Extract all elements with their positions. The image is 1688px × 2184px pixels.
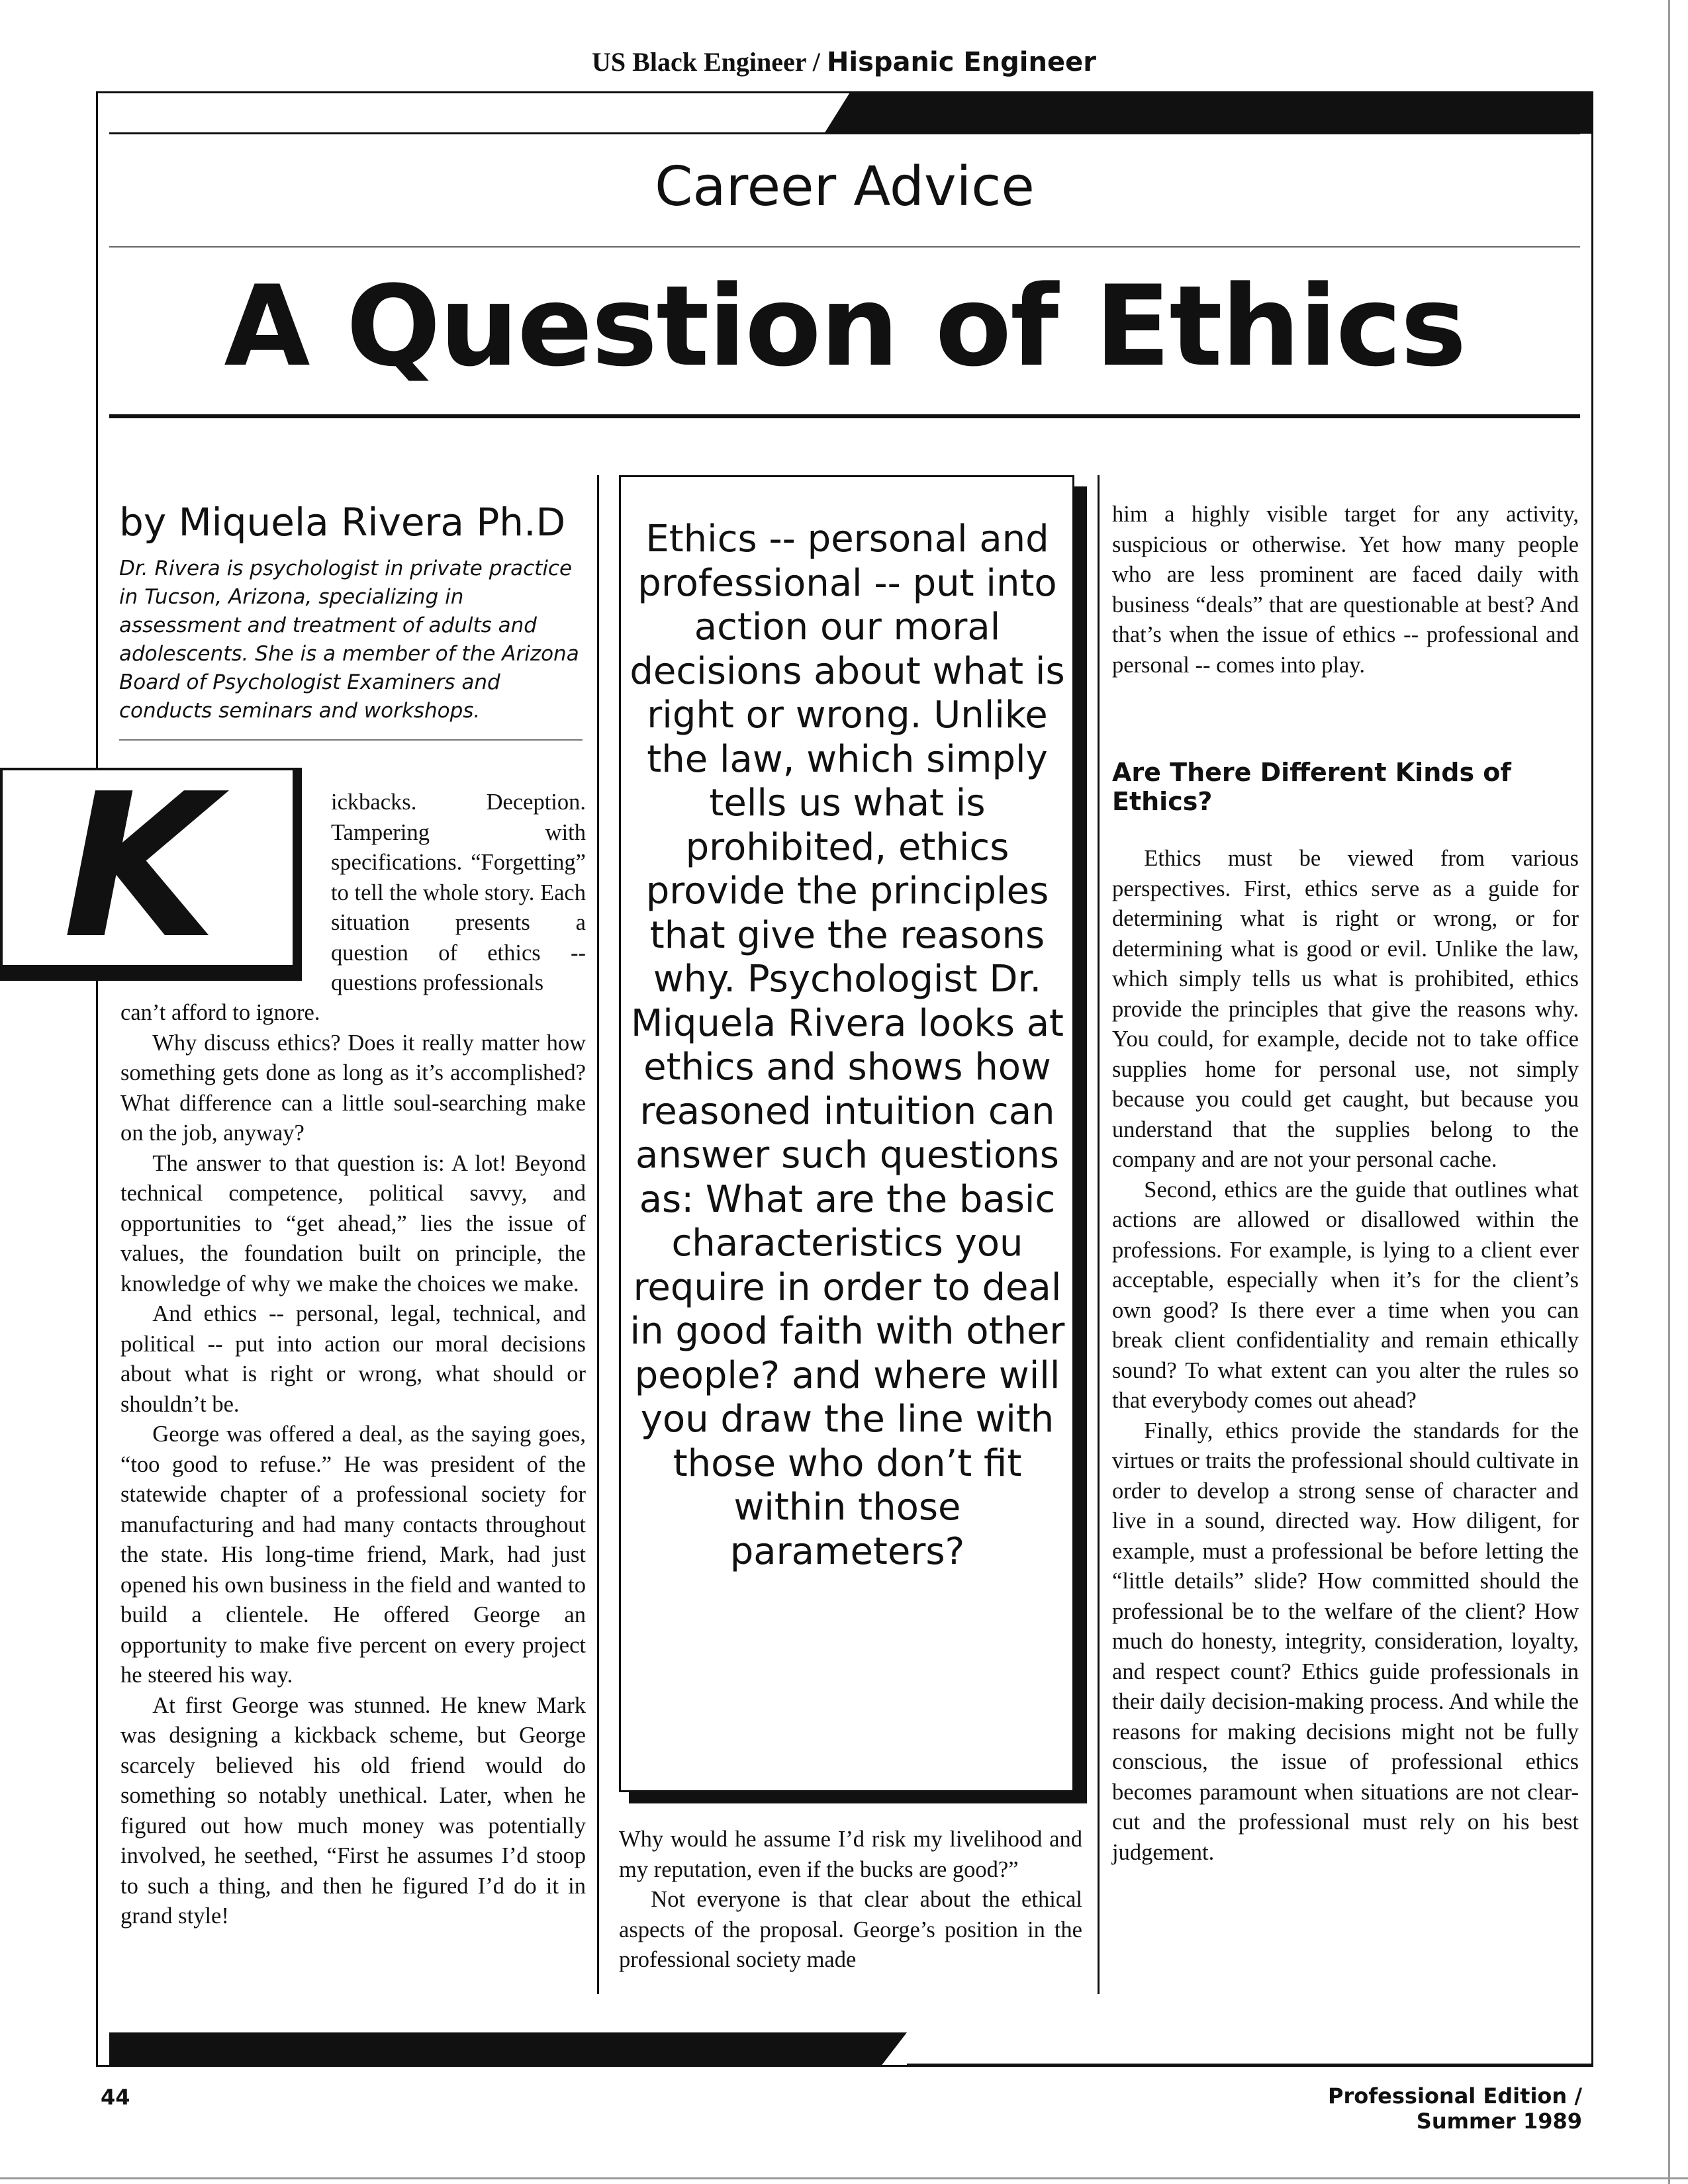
- column-3-lead: [1112, 500, 1579, 680]
- section-title: Career Advice: [655, 156, 1035, 218]
- subheading: Are There Different Kinds of Ethics?: [1112, 758, 1511, 816]
- headline-rule: [109, 414, 1580, 418]
- page-edge: [1668, 0, 1670, 2184]
- page-number: 44: [101, 2085, 130, 2110]
- author-byline: by Miquela Rivera Ph.D: [119, 500, 566, 545]
- column-divider: [1098, 475, 1100, 1994]
- column-2-body: [619, 1825, 1082, 1976]
- body-paragraph: him a highly visible target for any activity, suspicious or otherwise. Yet how many people who are less prominent are faced daily with business “deals” that are questionable at best? And that’s when the issue of ethics -- professional and personal -- comes into play.: [1112, 502, 1579, 678]
- body-paragraph: Why discuss ethics? Does it really matter how something gets done as long as it’s accomplished? What difference can a little soul-searching make on the job, anyway?: [120, 1030, 586, 1146]
- lead-paragraph: ickbacks. Deception. Tampering with specifications. “Forgetting” to tell the whole story. Each situation presents a question of ethics -- questions professionals: [331, 790, 586, 995]
- running-header: [0, 46, 1688, 77]
- body-paragraph: Not everyone is that clear about the ethical aspects of the proposal. George’s position in the professional society made: [619, 1887, 1082, 1972]
- lead-paragraph-end: can’t afford to ignore.: [120, 1000, 320, 1025]
- body-paragraph: And ethics -- personal, legal, technical, and political -- put into action our moral decisions about what is right or wrong, what should or shouldn’t be.: [120, 1301, 586, 1417]
- magazine-name-hispanic-engineer: Hispanic Engineer: [826, 47, 1096, 77]
- section-rule: [109, 246, 1580, 248]
- bottom-rule: [907, 2064, 1593, 2067]
- body-paragraph: George was offered a deal, as the saying goes, “too good to refuse.” He was president of the statewide chapter of a professional society for manufacturing and had many contacts throughout the state. His long-time friend, Mark, had just opened his own business in the field and wanted to build a clientele. He offered George an opportunity to make five percent on every project he steered his way.: [120, 1422, 586, 1688]
- body-paragraph: Ethics must be viewed from various perspectives. First, ethics serve as a guide for determining what is right or wrong, or for determining what is good or evil. Unlike the law, which simply tells us what is prohibited, ethics provide the principles that give the reasons why. You could, for example, decide not to take office supplies home for personal use, not simply because you could get caught, but because you understand that the supplies belong to the company and are not your personal cache.: [1112, 846, 1579, 1172]
- drop-cap-letter: K: [63, 751, 217, 982]
- pull-quote-text: Ethics -- personal and professional -- put into action our moral decisions about what is right or wrong. Unlike the law, which simply tells us what is prohibited, ethics provide the principles that give the reasons why. Psychologist Dr. Miquela Rivera looks at ethics and shows how reasoned intuition can answer such questions as: What are the basic characteristics you require in order to deal in good faith with other people? and where will you draw the line with those who don’t fit within those parameters?: [630, 518, 1065, 1573]
- column-divider: [597, 475, 599, 1994]
- column-1-body: [120, 998, 586, 1932]
- column-1-lead: [331, 788, 586, 999]
- header-rule: [109, 132, 1580, 134]
- body-paragraph: At first George was stunned. He knew Mark was designing a kickback scheme, but George scarcely believed his old friend would do something so notably unethical. Later, when he figured out how much money was potentially involved, he seethed, “First he assumes I’d stoop to such a thing, and then he figured I’d do it in grand style!: [120, 1692, 586, 1929]
- bio-rule: [119, 739, 583, 741]
- top-decorative-band: [824, 91, 1593, 134]
- body-paragraph: Finally, ethics provide the standards for the virtues or traits the professional should cultivate in order to develop a strong sense of character and live in a sound, directed way. How diligent, for example, must a professional be before letting the “little details” slide? How committed should the professional be to the welfare of the client? How much do honesty, integrity, consideration, loyalty, and respect count? Ethics guide professionals in their daily decision-making process. And while the reasons for making decisions might not be fully conscious, the issue of professional ethics becomes paramount when situations are not clear-cut and the professional must rely on his best judgement.: [1112, 1418, 1579, 1865]
- edition-label: Professional Edition / Summer 1989: [1328, 2083, 1582, 2134]
- page-edge: [0, 2177, 1688, 2179]
- article-headline: A Question of Ethics: [224, 261, 1466, 391]
- body-paragraph: Second, ethics are the guide that outlines what actions are allowed or disallowed within the professions. For example, is lying to a client ever acceptable, especially when it’s for the client’s own good? Is there ever a time when you can break client confidentiality and remain ethically sound? To what extent can you alter the rules so that everybody comes out ahead?: [1112, 1177, 1579, 1413]
- column-3-body: [1112, 844, 1579, 1868]
- body-paragraph: The answer to that question is: A lot! Beyond technical competence, political savvy, and opportunities to “get ahead,” lies the issue of values, the foundation built on principle, the knowledge of why we make the choices we make.: [120, 1150, 586, 1297]
- magazine-name-black-engineer: US Black Engineer /: [592, 47, 827, 77]
- author-bio: Dr. Rivera is psychologist in private practice in Tucson, Arizona, specializing in assessment and treatment of adults and adolescents. She is a member of the Arizona Board of Psychologist Examiners and conducts seminars and workshops.: [119, 557, 579, 723]
- body-paragraph: Why would he assume I’d risk my livelihood and my reputation, even if the bucks are good?”: [619, 1827, 1082, 1882]
